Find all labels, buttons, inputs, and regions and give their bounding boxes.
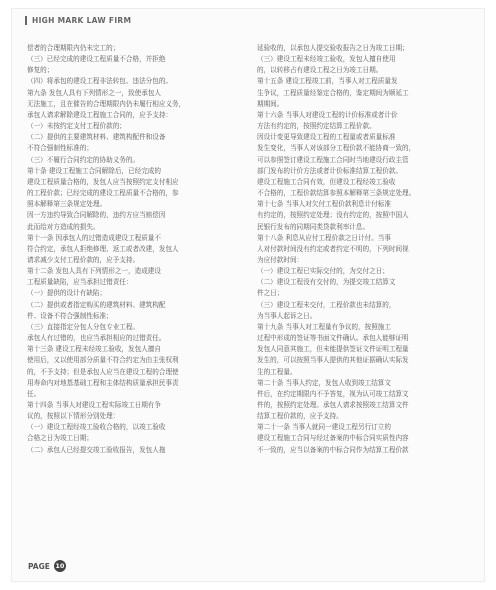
text-line: 第十九条 当事人对工程量有争议的，按照施工	[257, 322, 391, 331]
text-line: 使用后，又以使用部分质量不符合约定为由主张权利	[27, 356, 179, 365]
text-line: 人对付款时间没有约定或者约定不明的，下列时间视	[257, 244, 409, 253]
text-line: 为当事人起诉之日。	[257, 311, 317, 320]
page-number: 10	[55, 562, 65, 570]
text-line: 的，以转移占有建设工程之日为竣工日期。	[257, 66, 383, 75]
text-line: 件之日；	[257, 289, 284, 298]
text-line: 因设计变更导致建设工程的工程量或者质量标准	[257, 133, 396, 142]
text-line: 过程中形成的签证等书面文件确认。承包人能够证明	[257, 334, 409, 343]
text-line: 件、设备不符合强制性标准；	[27, 311, 113, 320]
text-line: 延验收的，以承包人提交验收报告之日为竣工日期；	[257, 44, 409, 52]
text-line: 期期间。	[257, 99, 284, 108]
text-line: 建设工程质量合格的，发包人应当按照约定支付相应	[27, 177, 179, 186]
text-line: 此而给对方造成的损失。	[27, 222, 100, 231]
text-line: 照本解释第三条规定处理。	[27, 200, 107, 209]
text-line: （三）已经完成的建设工程质量不合格，并拒绝	[27, 55, 166, 64]
text-line: 因一方违约导致合同解除的，违约方应当赔偿因	[27, 211, 166, 220]
firm-name: HIGH MARK LAW FIRM	[32, 16, 132, 25]
page-label: PAGE	[28, 561, 50, 571]
text-line: 部门发布的计价方法或者计价标准结算工程价款。	[257, 166, 403, 175]
text-line: 承包人请求解除建设工程施工合同的，应予支持：	[27, 110, 173, 119]
text-line: （二）提供的主要建筑材料、建筑构配件和设备	[27, 133, 166, 142]
text-line: 第十七条 当事人对欠付工程价款利息计付标准	[257, 200, 391, 209]
text-line: 生争议，工程质量经鉴定合格的，鉴定期间为顺延工	[257, 88, 409, 97]
text-line: 民银行发布的同期同类贷款利率计息。	[257, 222, 370, 231]
text-line: （一）建设工程经竣工验收合格的，以竣工验收	[27, 423, 166, 432]
text-line: 用寿命内对地基基础工程和主体结构质量承担民事责	[27, 378, 179, 387]
text-line: （一）建设工程已实际交付的，为交付之日；	[257, 267, 389, 276]
text-line: （二）提供或者指定购买的建筑材料、建筑构配	[27, 300, 166, 309]
text-line: 建设工程施工合同有效，但建设工程经竣工验收	[257, 177, 396, 186]
text-line: 的工程价款；已经完成的建设工程质量不合格的，参	[27, 189, 179, 198]
text-line: 第二十条 当事人约定，发包人收到竣工结算文	[257, 378, 391, 387]
left-column	[27, 43, 237, 456]
text-line: 无法施工，且在催告的合理期限内仍未履行相应义务，	[27, 99, 186, 108]
text-line: （二）承包人已经提交竣工验收报告，发包人拖	[27, 445, 166, 454]
text-line: 承包人有过错的，也应当承担相应的过错责任。	[27, 334, 166, 343]
text-line: 方法有约定的，按照约定结算工程价款。	[257, 122, 376, 131]
text-line: 第十四条 当事人对建设工程实际竣工日期有争	[27, 401, 161, 409]
text-line: 议的，按照以下情形分别处理：	[27, 412, 120, 421]
text-line: 工程质量缺陷，应当承担过错责任：	[27, 278, 133, 287]
text-line: 生的工程量。	[257, 367, 297, 376]
text-line: 有约定的，按照约定处理；没有约定的，按照中国人	[257, 211, 409, 220]
text-line: 修复的；	[27, 66, 54, 75]
text-line: 建设工程施工合同与经过备案的中标合同实质性内容	[257, 434, 409, 443]
text-line: （三）建设工程未经竣工验收，发包人擅自使用	[257, 55, 396, 64]
page-header	[25, 16, 131, 25]
text-line: 发包人同意其施工，但未能提供签证文件证明工程量	[257, 345, 409, 354]
text-line: 第十三条 建设工程未经竣工验收，发包人擅自	[27, 345, 161, 354]
text-line: （二）建设工程没有交付的，为提交竣工结算文	[257, 278, 396, 287]
text-line: （一）提供的设计有缺陷；	[27, 289, 107, 298]
text-line: 件后，在约定期限内不予答复，视为认可竣工结算文	[257, 389, 409, 398]
text-line: 发生的，可以按照当事人提供的其他证据确认实际发	[257, 356, 409, 365]
text-line: 的，不予支持；但是承包人应当在建设工程的合理使	[27, 367, 179, 376]
text-line: （一）未按约定支付工程价款的；	[27, 122, 126, 131]
text-line: 第十条 建设工程施工合同解除后，已经完成的	[27, 166, 161, 175]
text-line: 第十一条 因承包人的过错造成建设工程质量不	[27, 233, 161, 242]
text-line: 不一致的，应当以备案的中标合同作为结算工程价款	[257, 445, 409, 454]
text-line: 第十二条 发包人具有下列情形之一，造成建设	[27, 267, 161, 276]
text-line: 结算工程价款的，应予支持。	[257, 412, 343, 421]
text-line: 为应付款时间：	[257, 255, 304, 264]
text-columns	[27, 43, 467, 456]
header-bar-icon	[25, 16, 27, 25]
text-line: 第十五条 建设工程竣工前，当事人对工程质量发	[257, 77, 398, 86]
text-line: 不合格的，工程价款结算参照本解释第三条规定处理。	[257, 189, 416, 198]
text-line: 可以参照签订建设工程施工合同时当地建设行政主管	[257, 155, 409, 164]
text-line: 请求减少支付工程价款的，应予支持。	[27, 255, 140, 264]
right-column	[257, 43, 467, 456]
text-line: 不符合强制性标准的；	[27, 144, 93, 153]
text-line: 任。	[27, 389, 41, 398]
text-line: 第十六条 当事人对建设工程的计价标准或者计价	[257, 110, 398, 119]
text-line: 第十八条 利息从应付工程价款之日计付。当事	[257, 233, 391, 242]
text-line: （三）不履行合同约定的协助义务的。	[27, 155, 140, 164]
text-line: 第九条 发包人具有下列情形之一，致使承包人	[27, 88, 161, 97]
text-line: 偿者的合理期限内仍未完工的；	[27, 44, 120, 52]
text-line: 第二十一条 当事人就同一建设工程另行订立的	[257, 423, 391, 432]
text-line: 符合约定，承包人拒绝修理、返工或者改建，发包人	[27, 244, 179, 253]
text-line: 合格之日为竣工日期；	[27, 434, 93, 443]
text-line: 件的，按照约定处理。承包人请求按照竣工结算文件	[257, 401, 409, 409]
page-footer	[28, 560, 66, 572]
text-line: （三）建设工程未交付，工程价款也未结算的，	[257, 300, 396, 309]
text-line: 发生变化，当事人对该部分工程价款不能协商一致的，	[257, 144, 416, 153]
text-line: （三）直接指定分包人分包专业工程。	[27, 322, 140, 331]
text-line: （四）将承包的建设工程非法转包、违法分包的。	[27, 77, 173, 86]
